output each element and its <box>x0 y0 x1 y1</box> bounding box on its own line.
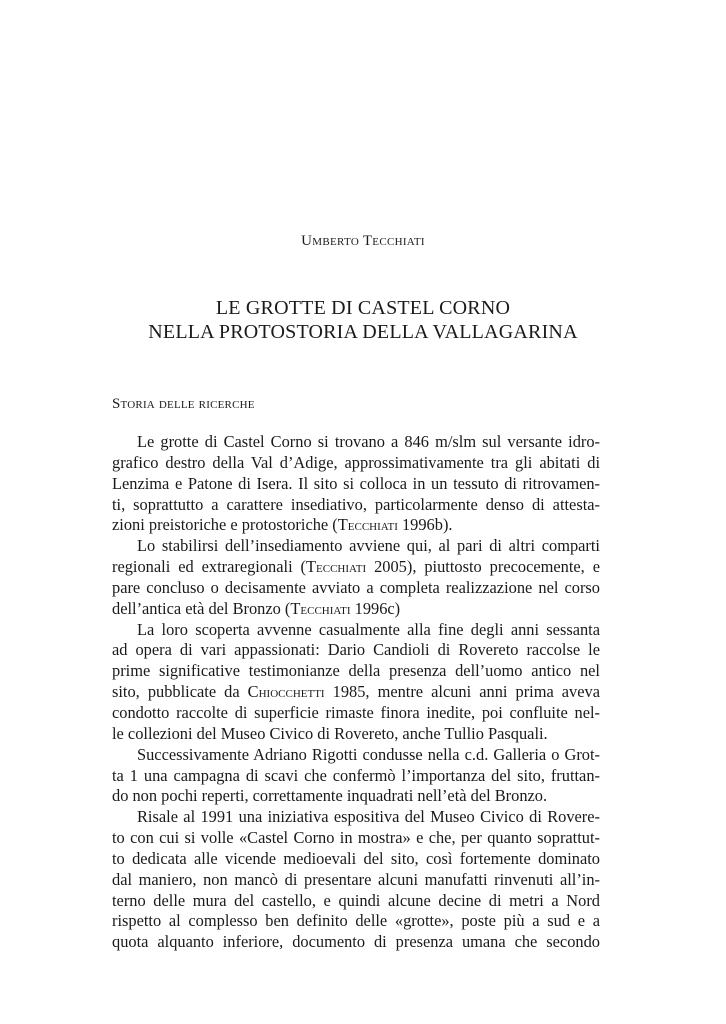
text-line <box>112 682 600 703</box>
text-line <box>112 599 600 620</box>
text-line: pare concluso o decisamente avviato a completa realizzazione nel corso <box>112 577 600 597</box>
text-run: dell’antica età del Bronzo ( <box>112 598 291 618</box>
text-line <box>112 515 600 536</box>
text-line: ti, soprattutto a carattere insediativo, particolarmente denso di attesta- <box>112 494 600 514</box>
text-line: condotto raccolte di superficie rimaste finora inedite, poi confluite nel- <box>112 702 600 722</box>
text-line: Lenzima e Patone di Isera. Il sito si colloca in un tessuto di ritrovamen- <box>112 473 600 493</box>
citation-author: Tecchiati <box>290 598 351 618</box>
text-line: Le grotte di Castel Corno si trovano a 846 m/slm sul versante idro- <box>137 432 600 451</box>
text-line: quota alquanto inferiore, documento di presenza umana che secondo <box>112 932 600 952</box>
text-line: to con cui si volle «Castel Corno in mostra» e che, per quanto soprattut- <box>112 828 600 848</box>
body-text <box>112 432 600 953</box>
text-line: dal maniero, non mancò di presentare alcuni manufatti rinvenuti all’in- <box>112 869 600 889</box>
citation-author: Chiocchetti <box>247 682 325 702</box>
citation-author: Tecchiati <box>337 515 398 535</box>
text-line: Successivamente Adriano Rigotti condusse nella c.d. Galleria o Grot- <box>137 744 600 764</box>
text-run: zioni preistoriche e protostoriche ( <box>112 515 338 535</box>
text-run: 1985, mentre alcuni anni prima aveva <box>324 682 600 702</box>
text-line: terno delle mura del castello, e quindi alcune decine di metri a Nord <box>112 890 600 910</box>
author-name: Umberto Tecchiati <box>301 233 425 249</box>
text-line: ad opera di vari appassionati: Dario Candioli di Rovereto raccolse le <box>112 640 600 660</box>
text-run: 1996c) <box>350 598 401 618</box>
citation-author: Tecchiati <box>306 557 367 577</box>
text-run: regionali ed extraregionali ( <box>112 557 307 577</box>
text-run: 1996b). <box>397 515 453 535</box>
text-line <box>112 557 600 578</box>
article-title <box>0 296 726 344</box>
text-line: do non pochi reperti, correttamente inquadrati nell’età del Bronzo. <box>112 786 548 806</box>
text-run: 2005), piuttosto precocemente, e <box>366 557 600 577</box>
text-line: Risale al 1991 una iniziativa espositiva del Museo Civico di Rovere- <box>137 807 600 827</box>
text-line: le collezioni del Museo Civico di Rovereto, anche Tullio Pasquali. <box>112 723 548 743</box>
text-line: La loro scoperta avvenne casualmente alla fine degli anni sessanta <box>137 619 600 639</box>
title-line: NELLA PROTOSTORIA DELLA VALLAGARINA <box>148 321 578 343</box>
title-line: LE GROTTE DI CASTEL CORNO <box>215 297 511 319</box>
text-line: prime significative testimonianze della presenza dell’uomo antico nel <box>112 661 600 681</box>
section-heading: Storia delle ricerche <box>112 396 255 412</box>
text-line: to dedicata alle vicende medioevali del sito, così fortemente dominato <box>112 848 600 868</box>
text-line: Lo stabilirsi dell’insediamento avviene qui, al pari di altri comparti <box>137 536 600 556</box>
text-line: rispetto al complesso ben definito delle «grotte», poste più a sud e a <box>112 911 600 931</box>
text-line: ta 1 una campagna di scavi che confermò l’importanza del sito, fruttan- <box>112 765 600 785</box>
text-run: sito, pubblicate da <box>112 682 248 702</box>
text-line: grafico destro della Val d’Adige, approssimativamente tra gli abitati di <box>112 452 600 472</box>
